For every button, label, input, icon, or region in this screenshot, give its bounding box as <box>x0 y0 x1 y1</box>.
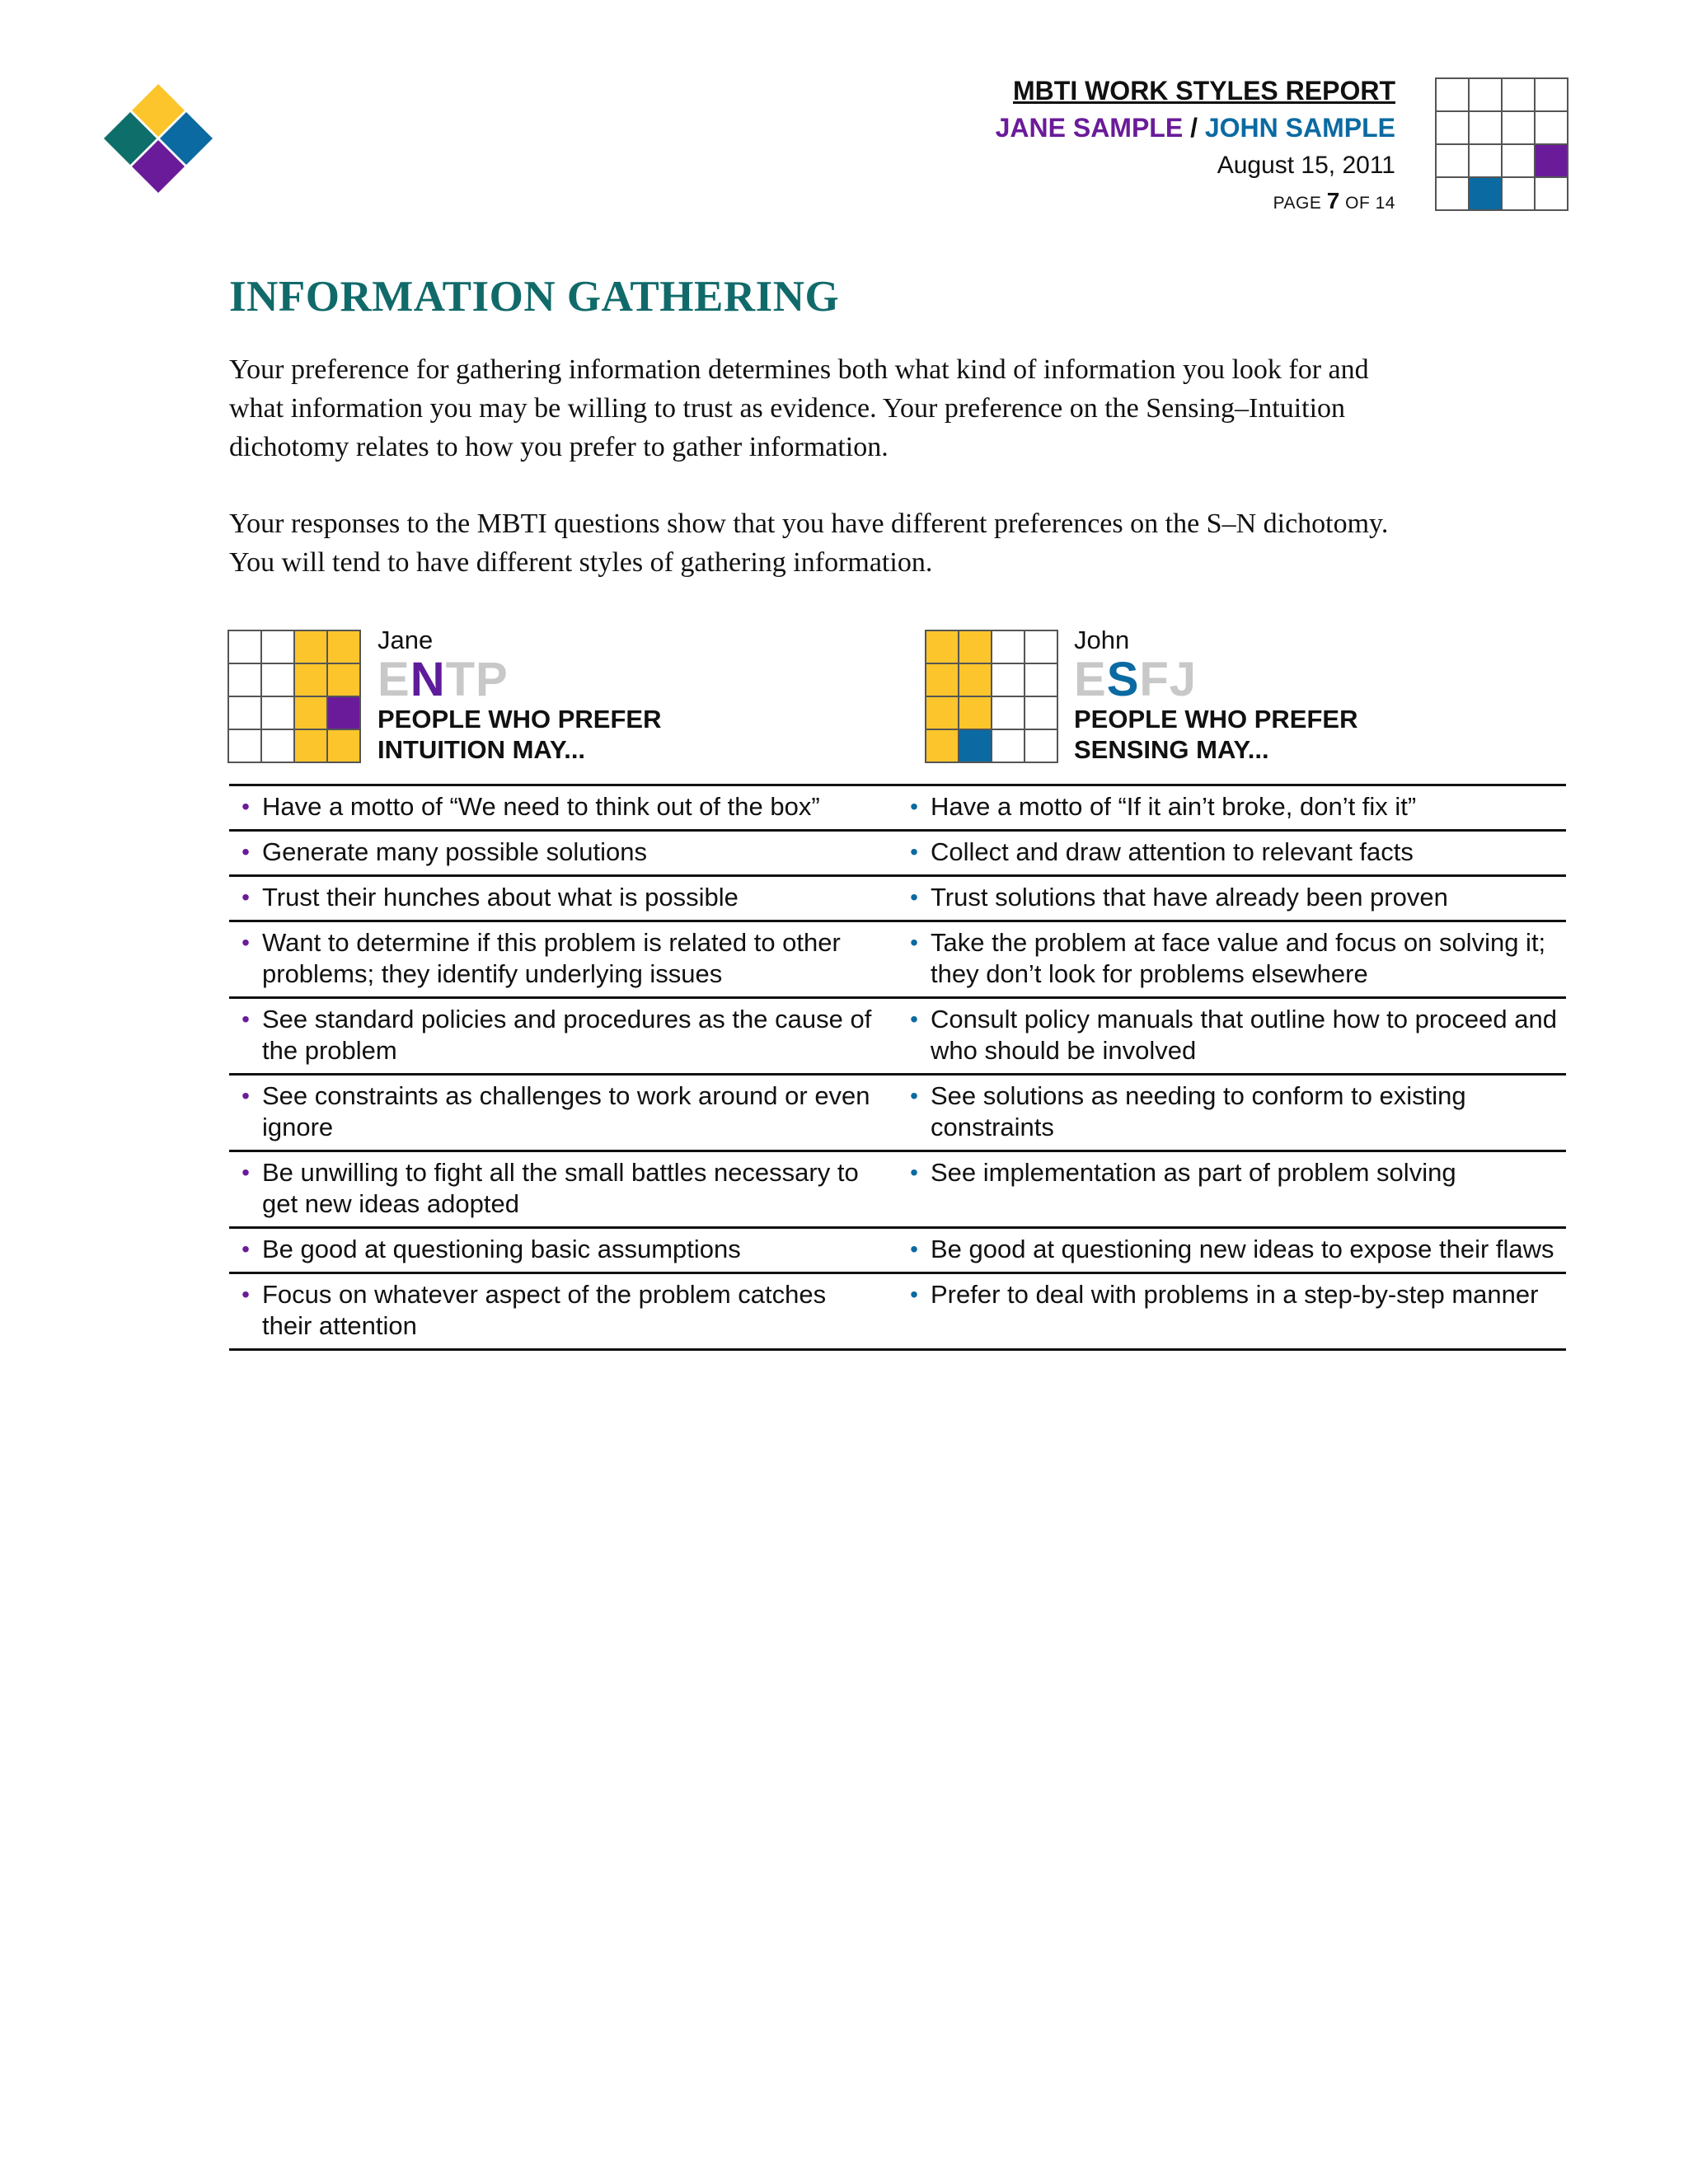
john-item-text: Trust solutions that have already been proven <box>931 883 1448 912</box>
john-type-suffix: FJ <box>1139 653 1198 706</box>
bullet-icon: • <box>910 1006 918 1032</box>
jane-item <box>229 922 898 996</box>
grid-cell <box>1470 145 1503 178</box>
grid-cell-filled <box>328 697 361 730</box>
bullet-icon: • <box>910 884 918 910</box>
jane-item <box>229 786 898 829</box>
john-type-prefix: E <box>1074 653 1107 706</box>
bullet-icon: • <box>910 794 918 819</box>
intro-paragraph-1: Your preference for gathering information determines both what kind of information you look for and what information you may be willing to trust as evidence. Your preference on the Sensing–Intuition dichotomy relates to how you prefer to gather information. <box>229 354 1369 462</box>
grid-cell <box>1025 631 1058 664</box>
bullet-icon: • <box>241 1083 250 1108</box>
grid-cell-filled <box>1470 178 1503 211</box>
john-item <box>898 832 1566 874</box>
bullet-icon: • <box>910 1236 918 1262</box>
report-header <box>996 73 1395 220</box>
grid-cell <box>992 730 1025 763</box>
report-names <box>996 109 1395 147</box>
jane-type-grid <box>227 630 361 763</box>
grid-cell <box>1470 112 1503 145</box>
grid-cell-filled <box>959 664 992 697</box>
jane-preference-line-1: PEOPLE WHO PREFER <box>377 705 662 733</box>
grid-cell <box>262 697 295 730</box>
bullet-icon: • <box>241 1160 250 1185</box>
john-item-text: Take the problem at face value and focus on solving it; they don’t look for problems elsewhere <box>931 928 1546 988</box>
john-item-text: See solutions as needing to conform to existing constraints <box>931 1081 1466 1141</box>
jane-item-text: Generate many possible solutions <box>262 837 647 866</box>
name-separator: / <box>1183 113 1205 143</box>
grid-cell-filled <box>295 631 328 664</box>
grid-cell <box>1503 112 1536 145</box>
grid-cell <box>1437 145 1470 178</box>
table-row <box>229 877 1566 922</box>
grid-cell-filled <box>959 697 992 730</box>
john-item <box>898 999 1566 1073</box>
jane-item <box>229 1274 898 1348</box>
jane-item <box>229 832 898 874</box>
table-row <box>229 832 1566 877</box>
bullet-icon: • <box>910 930 918 955</box>
john-item <box>898 786 1566 829</box>
intro-paragraph-2: Your responses to the MBTI questions show that you have different preferences on the S–N dichotomy. You will tend to have different styles of gathering information. <box>229 509 1389 578</box>
bullet-icon: • <box>241 1006 250 1032</box>
grid-cell <box>1437 112 1470 145</box>
jane-item-text: Be unwilling to fight all the small battles necessary to get new ideas adopted <box>262 1158 859 1218</box>
bullet-icon: • <box>241 794 250 819</box>
grid-cell <box>1437 79 1470 112</box>
john-item <box>898 1076 1566 1150</box>
grid-cell <box>1437 178 1470 211</box>
grid-cell-filled <box>295 697 328 730</box>
bullet-icon: • <box>910 1282 918 1307</box>
bullet-icon: • <box>910 1160 918 1185</box>
jane-preference-line-2: INTUITION MAY... <box>377 735 586 764</box>
jane-item <box>229 877 898 920</box>
bullet-icon: • <box>241 1282 250 1307</box>
grid-cell <box>1025 664 1058 697</box>
grid-cell <box>992 697 1025 730</box>
john-item-text: See implementation as part of problem solving <box>931 1158 1456 1187</box>
jane-type-highlight: N <box>410 653 446 706</box>
john-column-header <box>1074 625 1357 765</box>
grid-cell-filled <box>959 631 992 664</box>
bullet-icon: • <box>241 884 250 910</box>
grid-cell-filled <box>328 730 361 763</box>
jane-item-text: Focus on whatever aspect of the problem catches their attention <box>262 1280 827 1340</box>
john-preference-line-2: SENSING MAY... <box>1074 735 1269 764</box>
jane-name: Jane <box>377 626 434 654</box>
grid-cell <box>229 664 262 697</box>
bullet-icon: • <box>910 839 918 865</box>
john-item <box>898 1229 1566 1272</box>
grid-cell <box>262 664 295 697</box>
page-number <box>996 185 1395 220</box>
jane-item-text: See standard policies and procedures as the cause of the problem <box>262 1005 872 1065</box>
grid-cell <box>1536 178 1568 211</box>
grid-cell-filled <box>959 730 992 763</box>
jane-item-text: Be good at questioning basic assumptions <box>262 1235 741 1263</box>
john-item-text: Have a motto of “If it ain’t broke, don’t fix it” <box>931 792 1417 821</box>
report-title: MBTI WORK STYLES REPORT <box>1013 76 1395 105</box>
page-prefix: PAGE <box>1273 194 1327 213</box>
john-item <box>898 877 1566 920</box>
bullet-icon: • <box>910 1083 918 1108</box>
table-row <box>229 1152 1566 1229</box>
john-item-text: Consult policy manuals that outline how to proceed and who should be involved <box>931 1005 1557 1065</box>
table-row <box>229 1229 1566 1274</box>
grid-cell-filled <box>926 631 959 664</box>
jane-column-header <box>377 625 661 765</box>
table-row <box>229 922 1566 999</box>
type-table-grid <box>1435 77 1568 211</box>
jane-item <box>229 1076 898 1150</box>
grid-cell-filled <box>328 631 361 664</box>
intro-text <box>229 350 1400 620</box>
jane-item-text: Have a motto of “We need to think out of the box” <box>262 792 820 821</box>
grid-cell <box>1536 112 1568 145</box>
jane-item <box>229 1229 898 1272</box>
grid-cell <box>229 631 262 664</box>
grid-cell <box>1503 145 1536 178</box>
comparison-table <box>229 784 1566 1351</box>
john-item <box>898 1152 1566 1226</box>
john-type-code <box>1074 653 1357 706</box>
john-type-grid <box>925 630 1058 763</box>
diamond-logo-icon <box>102 82 214 194</box>
grid-cell <box>1470 79 1503 112</box>
john-preference-line-1: PEOPLE WHO PREFER <box>1074 705 1358 733</box>
grid-cell <box>262 631 295 664</box>
jane-item <box>229 1152 898 1226</box>
grid-cell <box>1503 79 1536 112</box>
jane-item <box>229 999 898 1073</box>
grid-cell-filled <box>328 664 361 697</box>
grid-cell <box>229 730 262 763</box>
grid-cell-filled <box>295 664 328 697</box>
name-jane: JANE SAMPLE <box>995 113 1184 143</box>
grid-cell-filled <box>295 730 328 763</box>
jane-item-text: See constraints as challenges to work around or even ignore <box>262 1081 870 1141</box>
grid-cell <box>1503 178 1536 211</box>
page-current: 7 <box>1326 188 1340 213</box>
table-row <box>229 1274 1566 1351</box>
table-row <box>229 1076 1566 1152</box>
table-row <box>229 999 1566 1076</box>
jane-type-suffix: TP <box>445 653 509 706</box>
page-suffix: OF 14 <box>1339 194 1395 213</box>
john-name: John <box>1074 626 1130 654</box>
grid-cell <box>262 730 295 763</box>
bullet-icon: • <box>241 839 250 865</box>
name-john: JOHN SAMPLE <box>1204 113 1395 143</box>
grid-cell-filled <box>926 664 959 697</box>
jane-item-text: Trust their hunches about what is possible <box>262 883 738 912</box>
jane-item-text: Want to determine if this problem is related to other problems; they identify underlying issues <box>262 928 841 988</box>
section-title: INFORMATION GATHERING <box>229 273 840 321</box>
grid-cell <box>1536 79 1568 112</box>
grid-cell <box>1025 730 1058 763</box>
bullet-icon: • <box>241 930 250 955</box>
bullet-icon: • <box>241 1236 250 1262</box>
grid-cell-filled <box>926 730 959 763</box>
table-row <box>229 786 1566 832</box>
grid-cell <box>992 664 1025 697</box>
john-item <box>898 1274 1566 1348</box>
report-date: August 15, 2011 <box>1217 152 1395 179</box>
grid-cell <box>229 697 262 730</box>
grid-cell-filled <box>1536 145 1568 178</box>
john-item-text: Prefer to deal with problems in a step-by-step manner <box>931 1280 1539 1309</box>
john-item <box>898 922 1566 996</box>
jane-type-code <box>377 653 661 706</box>
john-item-text: Be good at questioning new ideas to expose their flaws <box>931 1235 1554 1263</box>
grid-cell-filled <box>926 697 959 730</box>
john-type-highlight: S <box>1106 653 1140 706</box>
grid-cell <box>1025 697 1058 730</box>
jane-type-prefix: E <box>377 653 410 706</box>
john-item-text: Collect and draw attention to relevant facts <box>931 837 1414 866</box>
grid-cell <box>992 631 1025 664</box>
